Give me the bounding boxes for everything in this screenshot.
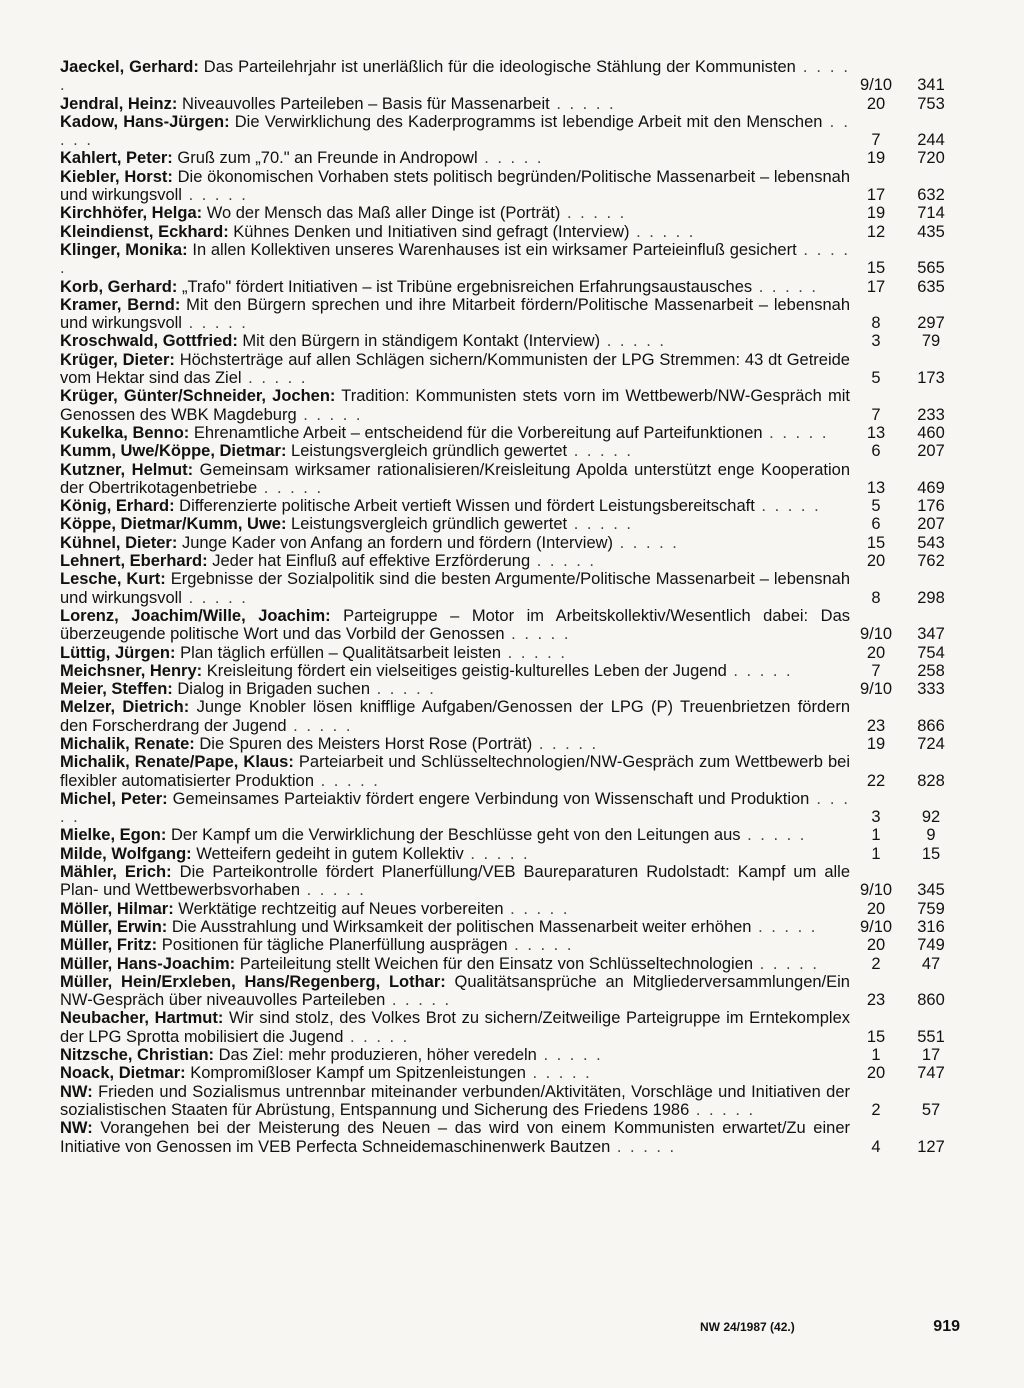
leader-dots: . . . . . (530, 552, 596, 571)
index-entry (60, 223, 960, 241)
author-name: NW: (60, 1119, 93, 1138)
issue-number: 17 (866, 186, 886, 205)
issue-number: 20 (866, 94, 886, 113)
article-title: Die ökonomischen Vorhaben stets politisch begründen/Politische Massenarbeit – lebensnah und wirkungsvoll (60, 167, 850, 205)
index-entry (60, 680, 960, 698)
entry-text (60, 1119, 850, 1156)
article-title: Mit den Bürgern in ständigem Kontakt (Interview) (237, 332, 601, 351)
index-entry (60, 973, 960, 1010)
leader-dots: . . . . . (610, 1137, 677, 1156)
article-title: Die Spuren des Meisters Horst Rose (Porträt) (194, 734, 533, 753)
entry-text (60, 955, 850, 973)
article-title: Kompromißloser Kampf um Spitzenleistungen (185, 1064, 526, 1083)
entry-page-number: 469 (917, 478, 945, 497)
entry-text (60, 607, 850, 644)
index-entry (60, 351, 960, 388)
article-title: Ergebnisse der Sozialpolitik sind die besten Argumente/Politische Massenarbeit – lebensnah und wirkungsvoll (60, 570, 851, 607)
leader-dots: . . . . . (477, 149, 544, 168)
author-name: Lorenz, Joachim/Wille, Joachim: (60, 606, 331, 625)
issue-number: 8 (871, 314, 881, 333)
entry-page-number: 551 (917, 1027, 945, 1046)
entry-page-number: 565 (917, 259, 945, 278)
author-name: Lüttig, Jürgen: (60, 643, 176, 662)
entry-text (60, 918, 850, 936)
article-title: Frieden und Sozialismus untrennbar miteinander verbunden/Aktivitäten, Vorschläge und Initiativen der sozialistischen Staaten für Abrüstung, Entspannung und Sicherung des Friedens 1986 (60, 1082, 850, 1119)
article-title: Junge Knobler lösen knifflige Aufgaben/Genossen der LPG (P) Treuenbrietzen fördern den Forscherdrang der Jugend (60, 698, 850, 735)
entry-page-number: 828 (917, 771, 945, 790)
leader-dots: . . . . . (751, 917, 818, 936)
author-name: Kukelka, Benno: (60, 423, 190, 442)
article-title: Niveauvolles Parteileben – Basis für Massenarbeit (177, 94, 550, 113)
issue-number: 20 (866, 643, 886, 662)
index-entry (60, 607, 960, 644)
entry-text (60, 113, 850, 150)
article-title: Höchsterträge auf allen Schlägen sichern/Kommunisten der LPG Stremmen: 43 dt Getreide vom Hektar sind das Ziel (60, 350, 850, 388)
entry-page-number: 92 (921, 808, 941, 827)
entry-page-number: 127 (917, 1137, 945, 1156)
author-name: Köppe, Dietmar/Kumm, Uwe: (60, 515, 287, 534)
issue-number: 1 (871, 826, 881, 845)
author-name: Müller, Hans-Joachim: (60, 954, 236, 973)
entry-page-number: 341 (917, 76, 945, 95)
issue-number: 19 (866, 734, 886, 753)
leader-dots: . . . . . (503, 899, 570, 918)
author-name: Kroschwald, Gottfried: (60, 332, 238, 351)
issue-number: 23 (866, 716, 886, 735)
entry-text (60, 936, 850, 954)
author-name: Kadow, Hans-Jürgen: (60, 112, 230, 131)
index-entry (60, 826, 960, 844)
entry-page-number: 258 (917, 661, 945, 680)
author-name: NW: (60, 1082, 93, 1101)
issue-number: 2 (871, 1100, 881, 1119)
entry-page-number: 176 (917, 497, 945, 516)
entry-text (60, 552, 850, 570)
leader-dots: . . . . . (752, 277, 818, 296)
index-entry (60, 955, 960, 973)
leader-dots: . . . . . (296, 405, 363, 424)
author-name: Müller, Hein/Erxleben, Hans/Regenberg, Lothar: (60, 972, 446, 991)
author-name: Mähler, Erich: (60, 863, 172, 882)
author-name: Kiebler, Horst: (60, 167, 173, 186)
article-title: Die Verwirklichung des Kaderprogramms ist lebendige Arbeit mit den Menschen (229, 112, 823, 131)
article-title: Gemeinsam wirksamer rationalisieren/Kreisleitung Apolda unterstützt enge Kooperation der Obertrikotagenbetriebe (60, 460, 850, 497)
author-name: Meier, Steffen: (60, 680, 173, 699)
author-name: Lesche, Kurt: (60, 570, 166, 589)
leader-dots: . . . . . (501, 643, 567, 662)
entry-text (60, 223, 850, 241)
entry-text (60, 680, 850, 698)
article-title: Gruß zum „70." an Freunde in Andropowl (172, 149, 478, 168)
entry-page-number: 860 (917, 991, 945, 1010)
author-name: Klinger, Monika: (60, 240, 188, 259)
entry-text (60, 95, 850, 113)
article-title: Positionen für tägliche Planerfüllung ausprägen (157, 936, 508, 955)
issue-number: 7 (871, 661, 881, 680)
article-title: Dialog in Brigaden suchen (172, 680, 370, 699)
issue-number: 3 (871, 808, 881, 827)
entry-page-number: 714 (917, 204, 945, 223)
issue-number: 19 (866, 149, 886, 168)
index-entry (60, 845, 960, 863)
entry-text (60, 826, 850, 844)
leader-dots: . . . . . (567, 515, 633, 534)
entry-page-number: 632 (917, 186, 945, 205)
article-title: Jeder hat Einfluß auf effektive Erzförderung (207, 552, 531, 571)
index-entry (60, 278, 960, 296)
leader-dots: . . . . . (507, 936, 574, 955)
author-name: Kramer, Bernd: (60, 295, 181, 314)
article-title: Parteileitung stellt Weichen für den Einsatz von Schlüsseltechnologien (235, 954, 754, 973)
entry-page-number: 297 (917, 314, 945, 333)
author-name: Möller, Hilmar: (60, 899, 174, 918)
entry-page-number: 749 (917, 936, 945, 955)
issue-number: 2 (871, 954, 881, 973)
index-entry (60, 790, 960, 827)
issue-number: 13 (866, 478, 886, 497)
article-title: In allen Kollektiven unseres Warenhauses ist ein wirksamer Parteieinfluß gesichert (187, 240, 797, 259)
article-title: Tradition: Kommunisten stets vorn im Wettbewerb/NW-Gespräch mit Genossen des WBK Magdeburg (60, 387, 850, 424)
index-entry (60, 1046, 960, 1064)
entry-text (60, 534, 850, 552)
index-entry (60, 698, 960, 735)
leader-dots: . . . . . (525, 1064, 592, 1083)
issue-reference: NW 24/1987 (42.) (700, 1320, 795, 1334)
entry-page-number: 345 (917, 881, 945, 900)
issue-number: 17 (866, 277, 886, 296)
entry-text (60, 973, 850, 1010)
leader-dots: . . . . . (300, 881, 366, 900)
author-name: Noack, Dietmar: (60, 1064, 186, 1083)
author-name: Michalik, Renate/Pape, Klaus: (60, 753, 294, 772)
index-entry (60, 204, 960, 222)
index-entry (60, 900, 960, 918)
leader-dots: . . . . . (504, 625, 571, 644)
entry-page-number: 233 (917, 405, 945, 424)
index-entry (60, 387, 960, 424)
index-entry (60, 442, 960, 460)
entry-page-number: 720 (917, 149, 945, 168)
author-name: Kirchhöfer, Helga: (60, 204, 203, 223)
index-entry (60, 552, 960, 570)
author-name: Kleindienst, Eckhard: (60, 222, 229, 241)
entry-page-number: 762 (917, 552, 945, 571)
author-name: Krüger, Dieter: (60, 350, 175, 369)
entry-text (60, 515, 850, 533)
author-name: Nitzsche, Christian: (60, 1046, 215, 1065)
entry-text (60, 461, 850, 498)
leader-dots: . . . . . (754, 497, 821, 516)
leader-dots: . . . . . (181, 314, 248, 333)
article-title: Die Parteikontrolle fördert Planerfüllung/VEB Baureparaturen Rudolstadt: Kampf um alle Plan- und Wettbewerbsvorhaben (60, 863, 851, 900)
issue-number: 15 (866, 259, 886, 278)
issue-number: 5 (871, 497, 881, 516)
issue-number: 9/10 (859, 76, 893, 95)
issue-number: 9/10 (859, 917, 893, 936)
index-entry (60, 863, 960, 900)
author-name: Meichsner, Henry: (60, 661, 203, 680)
author-name: Michalik, Renate: (60, 734, 195, 753)
index-entry (60, 936, 960, 954)
issue-number: 7 (871, 131, 881, 150)
entry-text (60, 790, 850, 827)
leader-dots: . . . . . (613, 533, 679, 552)
index-entry (60, 735, 960, 753)
issue-number: 20 (866, 1064, 886, 1083)
entry-text (60, 204, 850, 222)
leader-dots: . . . . . (567, 442, 633, 461)
leader-dots: . . . . . (60, 240, 851, 278)
issue-number: 23 (866, 991, 886, 1010)
entry-page-number: 333 (917, 680, 945, 699)
entry-page-number: 724 (917, 734, 945, 753)
author-name: Müller, Fritz: (60, 936, 158, 955)
entry-text (60, 278, 850, 296)
entry-text (60, 662, 850, 680)
entry-page-number: 316 (917, 917, 945, 936)
entry-page-number: 866 (917, 716, 945, 735)
leader-dots: . . . . . (314, 771, 380, 790)
entry-text (60, 1083, 850, 1120)
entry-page-number: 47 (921, 954, 941, 973)
article-title: Das Ziel: mehr produzieren, höher veredeln (214, 1046, 537, 1065)
index-entry (60, 534, 960, 552)
index-entry (60, 461, 960, 498)
issue-number: 7 (871, 405, 881, 424)
entry-page-number: 15 (921, 844, 941, 863)
author-name: Jaeckel, Gerhard: (60, 58, 199, 76)
leader-dots: . . . . . (181, 186, 248, 205)
index-entry (60, 1083, 960, 1120)
leader-dots: . . . . . (60, 789, 850, 827)
leader-dots: . . . . . (536, 1046, 603, 1065)
issue-number: 1 (871, 1046, 881, 1065)
issue-number: 12 (866, 222, 886, 241)
entry-page-number: 79 (921, 332, 941, 351)
article-title: Wo der Mensch das Maß aller Dinge ist (Porträt) (202, 204, 561, 223)
issue-number: 9/10 (859, 881, 893, 900)
entry-page-number: 57 (921, 1100, 941, 1119)
author-name: Krüger, Günter/Schneider, Jochen: (60, 387, 336, 406)
index-entry (60, 58, 960, 95)
entry-page-number: 460 (917, 423, 945, 442)
entry-text (60, 296, 850, 333)
entry-text (60, 442, 850, 460)
entry-text (60, 863, 850, 900)
article-title: Differenzierte politische Arbeit vertieft Wissen und fördert Leistungsbereitschaft (174, 497, 755, 516)
author-index-list (60, 58, 960, 1156)
index-entry (60, 918, 960, 936)
article-title: Qualitätsansprüche an Mitgliederversammlungen/Ein NW-Gespräch über niveauvolles Parteileben (60, 972, 850, 1010)
entry-page-number: 9 (926, 826, 936, 845)
entry-text (60, 387, 850, 424)
entry-text (60, 241, 850, 278)
index-entry (60, 95, 960, 113)
article-title: Vorangehen bei der Meisterung des Neuen – das wird von einem Kommunisten erwartet/Zu einer Initiative von Genossen im VEB Perfecta Schneidemaschinenwerk Bautzen (60, 1119, 850, 1156)
entry-text (60, 698, 850, 735)
issue-number: 4 (871, 1137, 881, 1156)
index-entry (60, 570, 960, 607)
author-name: Lehnert, Eberhard: (60, 552, 208, 571)
article-title: Wir sind stolz, des Volkes Brot zu sichern/Zeitweilige Parteigruppe im Erntekomplex der LPG Sprotta mobilisiert die Jugend (60, 1009, 850, 1046)
issue-number: 8 (871, 588, 881, 607)
index-entry (60, 497, 960, 515)
leader-dots: . . . . . (629, 222, 696, 241)
index-entry (60, 1064, 960, 1082)
entry-page-number: 747 (917, 1064, 945, 1083)
entry-text (60, 1046, 850, 1064)
author-name: Melzer, Dietrich: (60, 698, 190, 717)
article-title: Der Kampf um die Verwirklichung der Beschlüsse geht von den Leitungen aus (166, 826, 741, 845)
leader-dots: . . . . . (549, 94, 616, 113)
entry-text (60, 497, 850, 515)
author-name: Kumm, Uwe/Köppe, Dietmar: (60, 442, 287, 461)
issue-number: 13 (866, 423, 886, 442)
article-title: Die Ausstrahlung und Wirksamkeit der politischen Massenarbeit weiter erhöhen (167, 917, 752, 936)
entry-page-number: 543 (917, 533, 945, 552)
index-entry (60, 168, 960, 205)
issue-number: 22 (866, 771, 886, 790)
leader-dots: . . . . . (257, 478, 324, 497)
entry-page-number: 244 (917, 131, 945, 150)
entry-text (60, 900, 850, 918)
page-footer (700, 1318, 960, 1336)
entry-text (60, 332, 850, 350)
entry-page-number: 17 (921, 1046, 941, 1065)
index-entry (60, 332, 960, 350)
entry-text (60, 1009, 850, 1046)
author-name: Mielke, Egon: (60, 826, 167, 845)
leader-dots: . . . . . (286, 716, 353, 735)
leader-dots: . . . . . (241, 369, 308, 388)
leader-dots: . . . . . (689, 1100, 756, 1119)
article-title: „Trafo" fördert Initiativen – ist Tribüne ergebnisreichen Erfahrungsaustausches (177, 277, 753, 296)
leader-dots: . . . . . (60, 58, 850, 95)
index-entry (60, 113, 960, 150)
author-name: Michel, Peter: (60, 789, 168, 808)
article-title: Leistungsvergleich gründlich gewertet (286, 442, 568, 461)
index-entry (60, 753, 960, 790)
article-title: Werktätige rechtzeitig auf Neues vorbereiten (173, 899, 504, 918)
leader-dots: . . . . . (60, 112, 850, 150)
author-name: Müller, Erwin: (60, 917, 168, 936)
author-name: Kahlert, Peter: (60, 149, 173, 168)
page-number: 919 (933, 1318, 960, 1335)
leader-dots: . . . . . (463, 844, 530, 863)
index-entry (60, 1009, 960, 1046)
index-entry (60, 241, 960, 278)
leader-dots: . . . . . (726, 661, 793, 680)
entry-text (60, 168, 850, 205)
entry-text (60, 424, 850, 442)
issue-number: 20 (866, 936, 886, 955)
index-entry (60, 149, 960, 167)
article-title: Mit den Bürgern sprechen und ihre Mitarbeit fördern/Politische Massenarbeit – lebensnah und wirkungsvoll (60, 295, 850, 333)
leader-dots: . . . . . (740, 826, 807, 845)
article-title: Parteigruppe – Motor im Arbeitskollektiv/Wesentlich dabei: Das überzeugende politische Wort und das Vorbild der Genossen (60, 606, 850, 644)
article-title: Parteiarbeit und Schlüsseltechnologien/NW-Gespräch zum Wettbewerb bei flexibler automatisierter Produktion (60, 753, 850, 790)
leader-dots: . . . . . (370, 680, 436, 699)
author-name: Milde, Wolfgang: (60, 844, 192, 863)
leader-dots: . . . . . (762, 423, 829, 442)
entry-page-number: 207 (917, 515, 945, 534)
leader-dots: . . . . . (560, 204, 627, 223)
leader-dots: . . . . . (181, 588, 248, 607)
index-entry (60, 1119, 960, 1156)
issue-number: 5 (871, 369, 881, 388)
entry-page-number: 759 (917, 899, 945, 918)
issue-number: 15 (866, 1027, 886, 1046)
author-name: Kutzner, Helmut: (60, 460, 194, 479)
article-title: Das Parteilehrjahr ist unerläßlich für die ideologische Stählung der Kommunisten (198, 58, 796, 76)
leader-dots: . . . . . (343, 1027, 410, 1046)
entry-text (60, 1064, 850, 1082)
issue-number: 3 (871, 332, 881, 351)
index-entry (60, 296, 960, 333)
author-name: Kühnel, Dieter: (60, 533, 178, 552)
leader-dots: . . . . . (600, 332, 666, 351)
leader-dots: . . . . . (753, 954, 819, 973)
article-title: Kühnes Denken und Initiativen sind gefragt (Interview) (228, 222, 630, 241)
article-title: Gemeinsames Parteiaktiv fördert engere Verbindung von Wissenschaft und Produktion (167, 789, 810, 808)
entry-page-number: 753 (917, 94, 945, 113)
entry-page-number: 173 (917, 369, 945, 388)
issue-number: 6 (871, 442, 881, 461)
index-entry (60, 424, 960, 442)
issue-number: 1 (871, 844, 881, 863)
article-title: Wetteifern gedeiht in gutem Kollektiv (191, 844, 464, 863)
issue-number: 9/10 (859, 625, 893, 644)
article-title: Leistungsvergleich gründlich gewertet (286, 515, 568, 534)
entry-text (60, 58, 850, 95)
entry-text (60, 845, 850, 863)
entry-page-number: 754 (917, 643, 945, 662)
entry-page-number: 347 (917, 625, 945, 644)
entry-page-number: 635 (917, 277, 945, 296)
leader-dots: . . . . . (385, 991, 452, 1010)
entry-text (60, 644, 850, 662)
issue-number: 20 (866, 552, 886, 571)
article-title: Kreisleitung fördert ein vielseitiges geistig-kulturelles Leben der Jugend (202, 661, 727, 680)
issue-number: 6 (871, 515, 881, 534)
entry-text (60, 735, 850, 753)
leader-dots: . . . . . (532, 734, 599, 753)
index-entry (60, 644, 960, 662)
author-name: Neubacher, Hartmut: (60, 1009, 224, 1028)
issue-number: 9/10 (859, 680, 893, 699)
entry-text (60, 149, 850, 167)
entry-text (60, 570, 850, 607)
article-title: Plan täglich erfüllen – Qualitätsarbeit leisten (175, 643, 502, 662)
author-name: Korb, Gerhard: (60, 277, 178, 296)
author-name: König, Erhard: (60, 497, 175, 516)
issue-number: 20 (866, 899, 886, 918)
entry-page-number: 298 (917, 588, 945, 607)
entry-page-number: 435 (917, 222, 945, 241)
author-name: Jendral, Heinz: (60, 94, 178, 113)
article-title: Junge Kader von Anfang an fordern und fördern (Interview) (177, 533, 614, 552)
issue-number: 15 (866, 533, 886, 552)
article-title: Ehrenamtliche Arbeit – entscheidend für die Vorbereitung auf Parteifunktionen (189, 423, 763, 442)
index-entry (60, 662, 960, 680)
entry-text (60, 753, 850, 790)
entry-text (60, 351, 850, 388)
issue-number: 19 (866, 204, 886, 223)
index-entry (60, 515, 960, 533)
entry-page-number: 207 (917, 442, 945, 461)
